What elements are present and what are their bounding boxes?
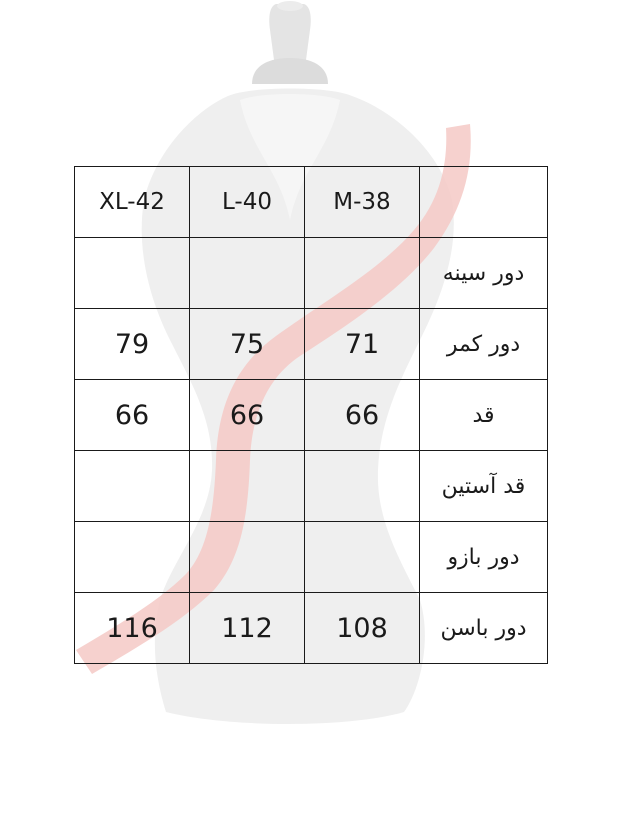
value-cell xyxy=(190,451,305,522)
value-cell: 66 xyxy=(305,380,420,451)
size-header-m: M-38 xyxy=(305,167,420,238)
value-cell: 116 xyxy=(75,593,190,664)
size-chart-table xyxy=(74,166,548,664)
value-cell xyxy=(190,522,305,593)
table-row xyxy=(75,380,548,451)
table-row xyxy=(75,593,548,664)
value-cell: 66 xyxy=(190,380,305,451)
value-cell xyxy=(190,238,305,309)
value-cell: 71 xyxy=(305,309,420,380)
header-row xyxy=(75,167,548,238)
row-label: دور سینه xyxy=(420,238,548,309)
table-row xyxy=(75,522,548,593)
corner-cell xyxy=(420,167,548,238)
value-cell xyxy=(305,451,420,522)
value-cell: 75 xyxy=(190,309,305,380)
row-label: دور بازو xyxy=(420,522,548,593)
table-row xyxy=(75,238,548,309)
value-cell: 108 xyxy=(305,593,420,664)
table-row xyxy=(75,309,548,380)
value-cell: 66 xyxy=(75,380,190,451)
value-cell xyxy=(75,522,190,593)
size-header-l: L-40 xyxy=(190,167,305,238)
value-cell xyxy=(305,522,420,593)
size-header-xl: XL-42 xyxy=(75,167,190,238)
value-cell: 79 xyxy=(75,309,190,380)
row-label: قد آستین xyxy=(420,451,548,522)
row-label: دور کمر xyxy=(420,309,548,380)
value-cell xyxy=(305,238,420,309)
row-label: قد xyxy=(420,380,548,451)
table-row xyxy=(75,451,548,522)
value-cell xyxy=(75,238,190,309)
row-label: دور باسن xyxy=(420,593,548,664)
value-cell: 112 xyxy=(190,593,305,664)
value-cell xyxy=(75,451,190,522)
